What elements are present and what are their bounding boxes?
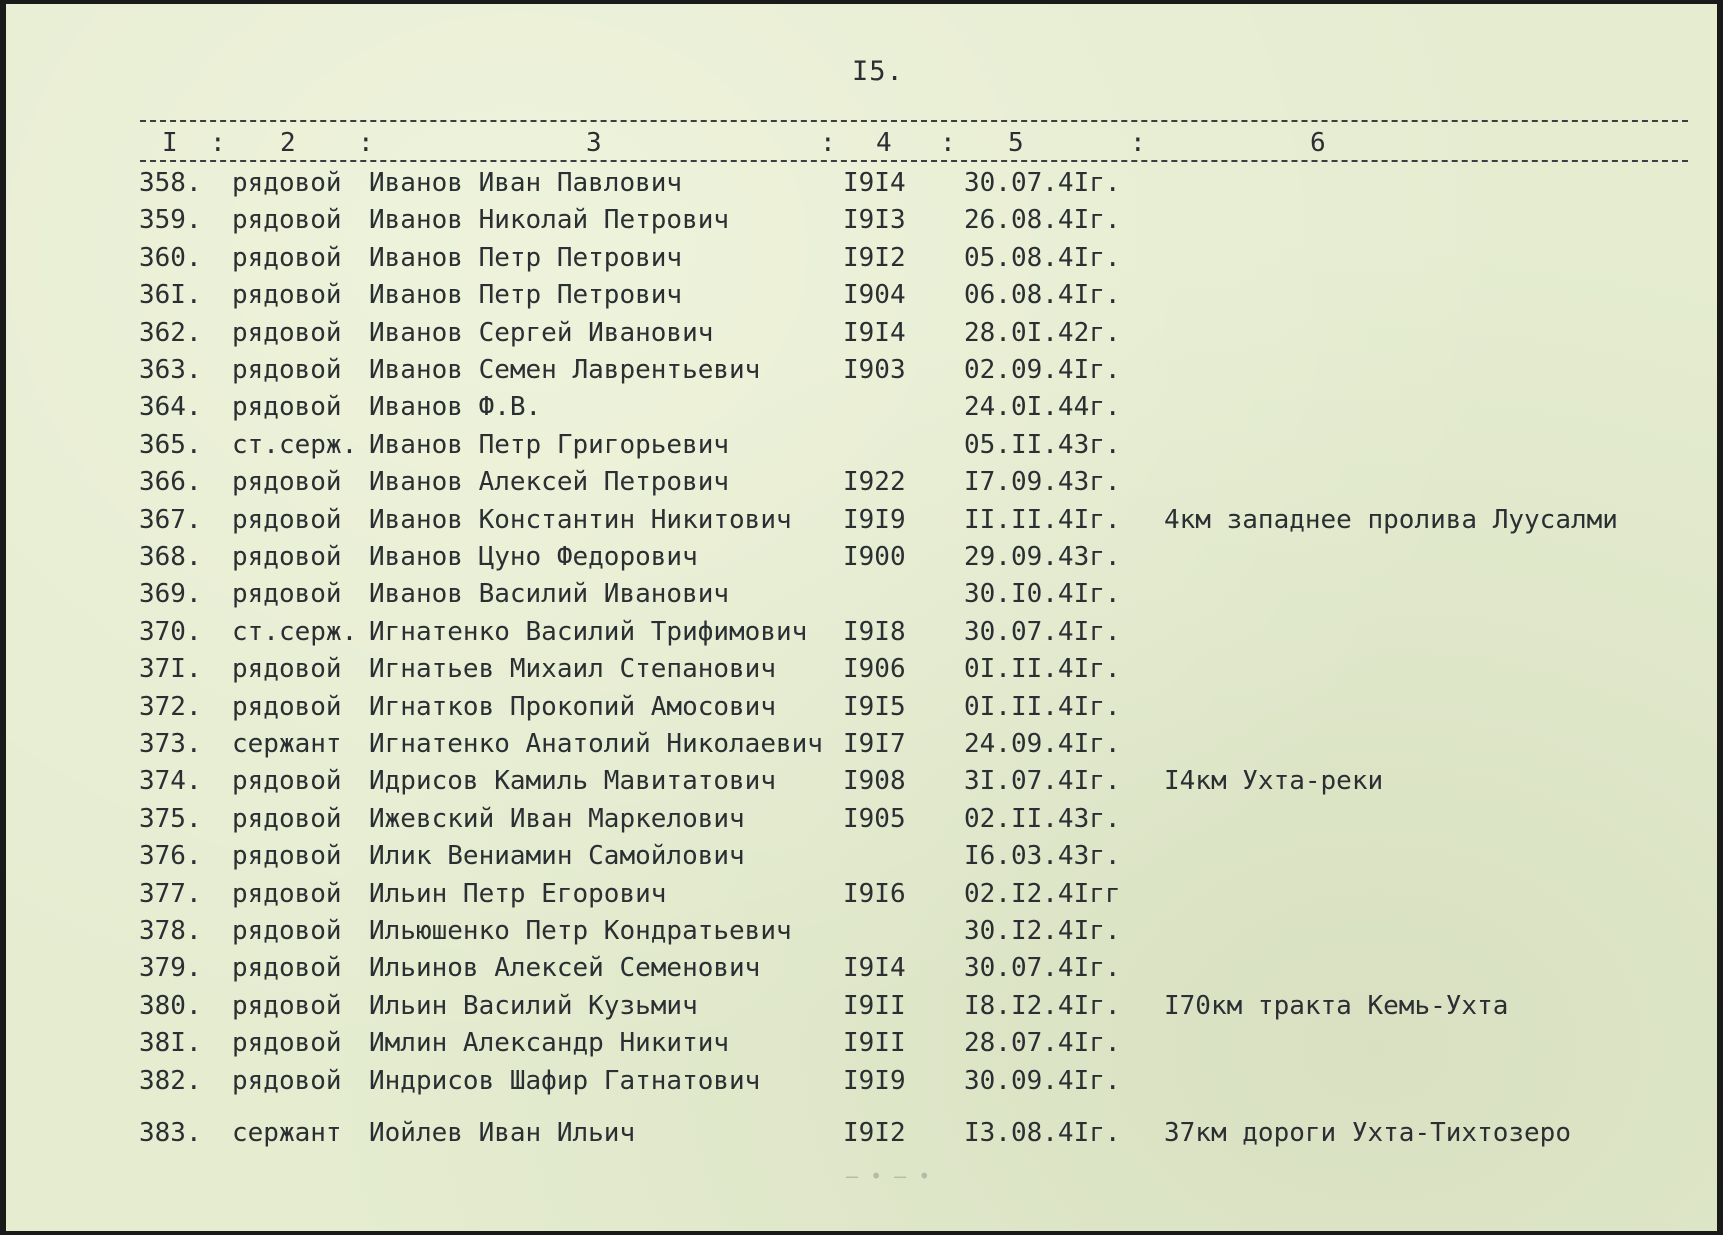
record-number: 38I. (139, 1028, 202, 1059)
death-date: I3.08.4Iг. (964, 1118, 1121, 1148)
death-date: II.II.4Iг. (964, 504, 1121, 535)
header-separator: : (820, 128, 836, 158)
military-rank: рядовой (232, 654, 342, 685)
record-number: 360. (139, 242, 202, 273)
death-date: 29.09.43г. (964, 542, 1121, 572)
birth-year: I9I2 (843, 242, 906, 273)
birth-year: I9I9 (843, 1065, 906, 1096)
full-name: Иванов Николай Петрович (369, 205, 730, 236)
record-number: 365. (139, 429, 202, 460)
full-name: Иванов Цуно Федорович (369, 542, 698, 572)
record-number: 369. (139, 579, 202, 610)
military-rank: рядовой (232, 504, 342, 535)
death-date: 02.09.4Iг. (964, 355, 1121, 385)
full-name: Иванов Ф.В. (369, 392, 542, 423)
death-date: 24.09.4Iг. (964, 729, 1121, 759)
record-number: 374. (139, 766, 202, 797)
header-col-2: 2 (280, 128, 296, 158)
full-name: Иванов Петр Григорьевич (369, 429, 730, 460)
birth-year: I9I5 (843, 691, 906, 722)
birth-year: I9I4 (843, 317, 906, 348)
record-number: 367. (139, 504, 202, 535)
full-name: Игнатьев Михаил Степанович (369, 654, 776, 685)
full-name: Иванов Сергей Иванович (369, 317, 714, 348)
military-rank: рядовой (232, 990, 342, 1021)
record-number: 375. (139, 803, 202, 834)
full-name: Идрисов Камиль Мавитатович (369, 766, 776, 797)
death-date: 0I.II.4Iг. (964, 691, 1121, 722)
military-rank: рядовой (232, 242, 342, 273)
birth-year: I9I6 (843, 878, 906, 909)
death-date: 30.07.4Iг. (964, 616, 1121, 647)
death-date: 28.07.4Iг. (964, 1028, 1121, 1059)
birth-year: I9I4 (843, 953, 906, 984)
military-rank: сержант (232, 1118, 342, 1148)
birth-year: I9I7 (843, 729, 906, 759)
record-number: 380. (139, 990, 202, 1021)
header-bottom-rule (140, 160, 1688, 162)
header-separator: : (940, 128, 956, 158)
birth-year: I9II (843, 990, 906, 1021)
record-number: 368. (139, 542, 202, 572)
military-rank: рядовой (232, 691, 342, 722)
full-name: Ильюшенко Петр Кондратьевич (369, 916, 792, 946)
birth-year: I908 (843, 766, 906, 797)
death-date: 30.07.4Iг. (964, 953, 1121, 984)
full-name: Иванов Константин Никитович (369, 504, 792, 535)
full-name: Ильинов Алексей Семенович (369, 953, 761, 984)
military-rank: ст.серж. (232, 429, 358, 460)
record-number: 383. (139, 1118, 202, 1148)
record-number: 370. (139, 616, 202, 647)
record-number: 376. (139, 841, 202, 872)
full-name: Ильин Петр Егорович (369, 878, 667, 909)
military-rank: рядовой (232, 766, 342, 797)
birth-year: I904 (843, 280, 906, 311)
military-rank: рядовой (232, 392, 342, 423)
death-date: 30.I2.4Iг. (964, 916, 1121, 946)
full-name: Ижевский Иван Маркелович (369, 803, 745, 834)
record-number: 382. (139, 1065, 202, 1096)
full-name: Имлин Александр Никитич (369, 1028, 730, 1059)
record-number: 36I. (139, 280, 202, 311)
death-date: I6.03.43г. (964, 841, 1121, 872)
death-date: 30.I0.4Iг. (964, 579, 1121, 610)
full-name: Иванов Василий Иванович (369, 579, 730, 610)
full-name: Иванов Иван Павлович (369, 168, 683, 198)
record-number: 373. (139, 729, 202, 759)
faded-stamp-mark: — • — • (846, 1164, 931, 1188)
header-separator: : (1130, 128, 1146, 158)
death-date: 3I.07.4Iг. (964, 766, 1121, 797)
header-col-1: I (162, 128, 178, 158)
full-name: Иванов Семен Лаврентьевич (369, 355, 761, 385)
header-separator: : (358, 128, 374, 158)
birth-year: I9I2 (843, 1118, 906, 1148)
record-number: 363. (139, 355, 202, 385)
full-name: Индрисов Шафир Гатнатович (369, 1065, 761, 1096)
record-number: 362. (139, 317, 202, 348)
record-number: 364. (139, 392, 202, 423)
death-date: I8.I2.4Iг. (964, 990, 1121, 1021)
death-date: 02.I2.4Iгг (964, 878, 1121, 909)
record-number: 377. (139, 878, 202, 909)
full-name: Игнатенко Василий Трифимович (369, 616, 808, 647)
birth-year: I922 (843, 467, 906, 498)
record-number: 379. (139, 953, 202, 984)
table-header (140, 110, 1688, 168)
military-rank: рядовой (232, 803, 342, 834)
birth-year: I905 (843, 803, 906, 834)
full-name: Игнатков Прокопий Амосович (369, 691, 776, 722)
birth-year: I9I4 (843, 168, 906, 198)
military-rank: рядовой (232, 168, 342, 198)
military-rank: рядовой (232, 579, 342, 610)
burial-place: 4км западнее пролива Луусалми (1164, 504, 1618, 535)
death-date: 06.08.4Iг. (964, 280, 1121, 311)
military-rank: рядовой (232, 841, 342, 872)
full-name: Игнатенко Анатолий Николаевич (369, 729, 823, 759)
military-rank: рядовой (232, 542, 342, 572)
full-name: Иванов Петр Петрович (369, 242, 683, 273)
header-col-3: 3 (586, 128, 602, 158)
military-rank: рядовой (232, 1065, 342, 1096)
death-date: 02.II.43г. (964, 803, 1121, 834)
military-rank: рядовой (232, 916, 342, 946)
full-name: Иойлев Иван Ильич (369, 1118, 636, 1148)
death-date: 05.08.4Iг. (964, 242, 1121, 273)
birth-year: I9I8 (843, 616, 906, 647)
burial-place: 37км дороги Ухта-Тихтозеро (1164, 1118, 1571, 1148)
birth-year: I9II (843, 1028, 906, 1059)
death-date: 30.07.4Iг. (964, 168, 1121, 198)
full-name: Ильин Василий Кузьмич (369, 990, 698, 1021)
military-rank: рядовой (232, 1028, 342, 1059)
birth-year: I906 (843, 654, 906, 685)
death-date: 24.0I.44г. (964, 392, 1121, 423)
death-date: 30.09.4Iг. (964, 1065, 1121, 1096)
birth-year: I9I9 (843, 504, 906, 535)
record-number: 372. (139, 691, 202, 722)
record-number: 378. (139, 916, 202, 946)
death-date: 05.II.43г. (964, 429, 1121, 460)
birth-year: I900 (843, 542, 906, 572)
burial-place: I70км тракта Кемь-Ухта (1164, 990, 1509, 1021)
page-number: I5. (852, 56, 904, 87)
full-name: Иванов Петр Петрович (369, 280, 683, 311)
burial-place: I4км Ухта-реки (1164, 766, 1384, 797)
full-name: Илик Вениамин Самойлович (369, 841, 745, 872)
document-page (6, 4, 1717, 1231)
header-col-4: 4 (876, 128, 892, 158)
death-date: 0I.II.4Iг. (964, 654, 1121, 685)
military-rank: рядовой (232, 205, 342, 236)
death-date: 26.08.4Iг. (964, 205, 1121, 236)
birth-year: I903 (843, 355, 906, 385)
record-number: 366. (139, 467, 202, 498)
military-rank: рядовой (232, 317, 342, 348)
header-separator: : (210, 128, 226, 158)
military-rank: ст.серж. (232, 616, 358, 647)
death-date: 28.0I.42г. (964, 317, 1121, 348)
record-number: 358. (139, 168, 202, 198)
full-name: Иванов Алексей Петрович (369, 467, 730, 498)
military-rank: рядовой (232, 280, 342, 311)
military-rank: сержант (232, 729, 342, 759)
military-rank: рядовой (232, 878, 342, 909)
record-number: 37I. (139, 654, 202, 685)
military-rank: рядовой (232, 467, 342, 498)
header-col-5: 5 (1008, 128, 1024, 158)
death-date: I7.09.43г. (964, 467, 1121, 498)
header-top-rule (140, 120, 1688, 122)
record-number: 359. (139, 205, 202, 236)
birth-year: I9I3 (843, 205, 906, 236)
military-rank: рядовой (232, 355, 342, 385)
military-rank: рядовой (232, 953, 342, 984)
header-col-6: 6 (1310, 128, 1326, 158)
